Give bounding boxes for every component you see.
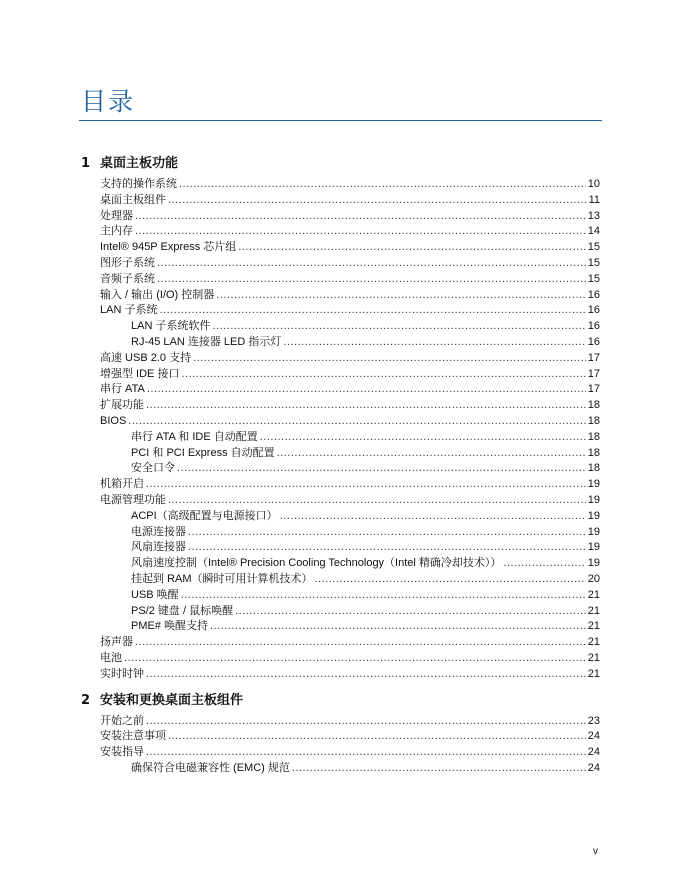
toc-entry[interactable] [100,635,600,651]
dot-leader [135,635,586,651]
toc-entry-label: 电源连接器 [131,525,186,538]
toc-entry-label: 扩展功能 [100,399,144,412]
toc-entry-page: 23 [587,714,600,727]
toc-entry-page: 21 [587,651,600,664]
toc-entry-page: 19 [587,478,600,491]
toc-entry[interactable] [100,288,600,304]
dot-leader [146,745,586,761]
page-title: 目录 [81,87,136,116]
dot-leader [260,430,586,446]
toc-entry-page: 18 [587,430,600,443]
toc-entry-label: 安装指导 [100,746,144,759]
dot-leader [146,398,586,414]
toc-entry-page: 16 [587,320,600,333]
dot-leader [168,193,587,209]
toc-entry[interactable] [100,177,600,193]
toc-entry-label: PME# 唤醒支持 [131,620,209,633]
page-number: v [593,846,598,857]
toc-entry-page: 15 [587,256,600,269]
toc-entry-page: 18 [587,414,600,427]
dot-leader [181,588,586,604]
toc-entry-page: 10 [587,178,600,190]
dot-leader [212,319,585,335]
toc-entry[interactable] [100,729,600,745]
toc-entry-page: 21 [587,667,600,680]
toc-entry[interactable] [100,382,600,398]
dot-leader [159,303,585,319]
toc-entry-label: 安装注意事项 [100,730,166,743]
toc-entry[interactable] [100,240,600,256]
toc-entry-page: 21 [587,604,600,617]
chapter-number: 2 [81,692,91,708]
dot-leader [146,714,586,730]
toc-entry-label: 电源管理功能 [100,493,166,506]
toc-entry[interactable] [131,430,600,446]
dot-leader [277,446,586,462]
toc-entry-page: 18 [587,446,600,459]
dot-leader [216,288,585,304]
toc-entry-label: 串行 ATA 和 IDE 自动配置 [131,430,258,443]
toc-entry-page: 21 [587,620,600,633]
toc-entry-label: BIOS [100,414,127,427]
dot-leader [135,224,586,240]
toc-entry-label: 风扇速度控制（Intel® Precision Cooling Technology（Intel 精确冷却技术）） [131,557,502,570]
dot-leader [147,382,586,398]
toc-entry-label: USB 唤醒 [131,588,179,601]
toc-entry-page: 11 [588,193,600,206]
toc-entry-label: 图形子系统 [100,256,155,269]
toc-entry[interactable] [100,224,600,240]
toc-entry[interactable] [100,193,600,209]
dot-leader [124,651,586,667]
chapter-heading[interactable] [81,689,600,714]
toc-entry-label: 实时时钟 [100,667,144,680]
toc-entry-label: 输入 / 输出 (I/O) 控制器 [100,288,215,301]
dot-leader [315,572,586,588]
dot-leader [157,256,586,272]
dot-leader [181,367,585,383]
toc-entry-label: 安全口令 [131,462,175,475]
toc-entry-page: 21 [587,636,600,649]
toc-entry[interactable] [100,414,600,430]
toc-entry[interactable] [131,540,600,556]
toc-entry-page: 19 [587,541,600,554]
toc-entry-label: 桌面主板组件 [100,193,166,206]
toc-entry[interactable] [100,272,600,288]
toc-entry-page: 16 [587,304,600,317]
toc-entry-label: 机箱开启 [100,478,144,491]
dot-leader [188,525,586,541]
toc-entry[interactable] [131,319,600,335]
toc-entry-label: RJ-45 LAN 连接器 LED 指示灯 [131,335,282,348]
toc-entry[interactable] [100,477,600,493]
toc-entry[interactable] [131,509,600,525]
toc-entry-label: 开始之前 [100,714,144,727]
toc-entry[interactable] [100,209,600,225]
toc-entry[interactable] [131,604,600,620]
dot-leader [135,209,586,225]
dot-leader [503,556,585,572]
dot-leader [179,177,586,193]
toc-entry[interactable] [100,256,600,272]
toc-entry[interactable] [100,398,600,414]
chapter-number: 1 [81,156,91,171]
toc-entry-page: 17 [587,351,600,364]
dot-leader [168,729,586,745]
dot-leader [177,461,586,477]
dot-leader [146,477,586,493]
toc-entry[interactable] [131,556,600,572]
toc-entry-page: 19 [587,557,600,570]
dot-leader [168,493,586,509]
title-divider [79,120,602,121]
chapter-title: 桌面主板功能 [100,156,179,171]
toc-entry-page: 19 [587,493,600,506]
toc-entry-label: 扬声器 [100,636,133,649]
toc-entry-label: 增强型 IDE 接口 [100,367,180,380]
toc-entry[interactable] [100,367,600,383]
toc-entry-page: 13 [587,209,600,222]
toc-entry-page: 17 [587,367,600,380]
toc-entry[interactable] [100,493,600,509]
chapter-heading[interactable] [81,152,600,177]
toc-entry[interactable] [131,335,600,351]
dot-leader [210,619,586,635]
toc-entry[interactable] [100,303,600,319]
toc-entry-page: 19 [587,509,600,522]
chapter-title: 安装和更换桌面主板组件 [100,692,244,708]
dot-leader [235,604,586,620]
dot-leader [280,509,586,525]
dot-leader [188,540,586,556]
toc-entry-page: 16 [587,335,600,348]
toc-entry-page: 14 [587,225,600,238]
toc-entry[interactable] [100,667,600,683]
toc-entry-page: 24 [587,730,600,743]
toc-entry-page: 18 [587,399,600,412]
toc-entry-page: 19 [587,525,600,538]
toc-entry-label: Intel® 945P Express 芯片组 [100,241,237,254]
toc-entry-page: 15 [587,241,600,254]
toc-entry[interactable] [131,446,600,462]
toc-entry[interactable] [131,572,600,588]
toc-entry-label: 电池 [100,651,122,664]
dot-leader [283,335,585,351]
toc-entry-page: 15 [587,272,600,285]
dot-leader [157,272,586,288]
toc-entry-page: 20 [587,572,600,585]
toc-entry-label: ACPI（高级配置与电源接口） [131,509,278,522]
toc-entry-label: 挂起到 RAM（瞬时可用计算机技术） [131,572,313,585]
toc-entry-label: PS/2 键盘 / 鼠标唤醒 [131,604,234,617]
toc-entry[interactable] [100,351,600,367]
toc-entry-label: 处理器 [100,209,133,222]
toc-entry-page: 21 [587,588,600,601]
toc-entry-page: 17 [587,383,600,396]
toc-entry[interactable] [131,461,600,477]
toc-entry-label: 主内存 [100,225,133,238]
toc-entry[interactable] [100,651,600,667]
toc-entry-label: LAN 子系统 [100,304,158,317]
toc-entry-page: 24 [587,761,600,774]
toc-entry-page: 16 [587,288,600,301]
dot-leader [238,240,585,256]
toc-entry-page: 18 [587,462,600,475]
toc-entry-label: 支持的操作系统 [100,178,177,190]
dot-leader [292,761,586,777]
toc-entry-page: 24 [587,746,600,759]
toc-entry[interactable] [131,525,600,541]
toc-entry-label: 风扇连接器 [131,541,186,554]
dot-leader [193,351,586,367]
toc-entry-label: 串行 ATA [100,383,145,396]
dot-leader [128,414,585,430]
toc-entry-label: 音频子系统 [100,272,155,285]
toc-entry-label: LAN 子系统软件 [131,320,211,333]
toc-entry[interactable] [100,745,600,761]
table-of-contents [81,152,600,777]
toc-entry[interactable] [131,619,600,635]
toc-entry-label: 确保符合电磁兼容性 (EMC) 规范 [131,761,290,774]
toc-entry[interactable] [131,588,600,604]
toc-entry[interactable] [131,761,600,777]
toc-entry[interactable] [100,714,600,730]
toc-entry-label: 高速 USB 2.0 支持 [100,351,192,364]
toc-entry-label: PCI 和 PCI Express 自动配置 [131,446,275,459]
dot-leader [146,667,586,683]
